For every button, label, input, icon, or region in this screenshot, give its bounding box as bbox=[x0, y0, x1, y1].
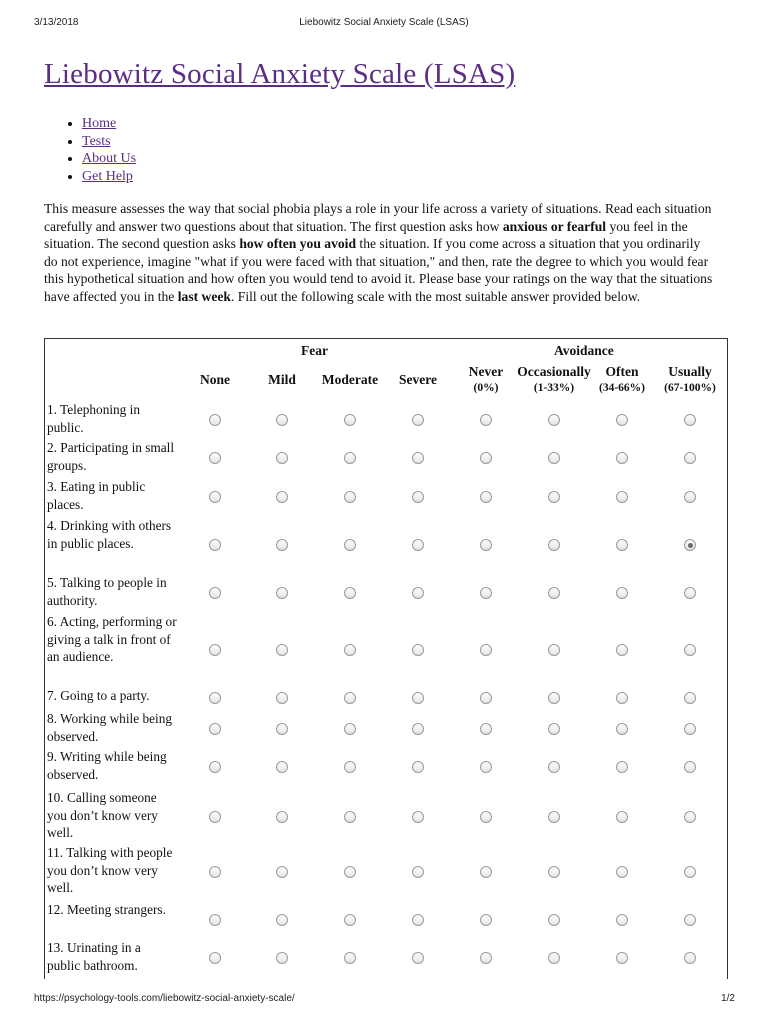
radio-item-6-usually[interactable] bbox=[684, 644, 696, 656]
radio-item-8-occasionally[interactable] bbox=[548, 723, 560, 735]
radio-item-11-none[interactable] bbox=[209, 866, 221, 878]
radio-item-10-none[interactable] bbox=[209, 811, 221, 823]
radio-item-7-none[interactable] bbox=[209, 692, 221, 704]
print-date: 3/13/2018 bbox=[34, 17, 79, 28]
avoidance-group-label: Avoidance bbox=[554, 343, 614, 358]
radio-item-5-none[interactable] bbox=[209, 587, 221, 599]
situation-label-5: 5. Talking to people in authority. bbox=[47, 575, 167, 608]
radio-item-1-mild[interactable] bbox=[276, 414, 288, 426]
radio-item-7-never[interactable] bbox=[480, 692, 492, 704]
lsas-table bbox=[44, 338, 728, 979]
radio-item-4-severe[interactable] bbox=[412, 539, 424, 551]
radio-item-4-mild[interactable] bbox=[276, 539, 288, 551]
radio-item-8-mild[interactable] bbox=[276, 723, 288, 735]
intro-text-1: This measure assesses the way that social phobia plays a role in your life across a variety of situations. Read each situation carefully and answer two questions about that situation. The first question asks how bbox=[44, 201, 712, 234]
column-header-label: Usually bbox=[668, 364, 712, 379]
radio-item-12-occasionally[interactable] bbox=[548, 914, 560, 926]
situation-label-10: 10. Calling someone you don’t know very well. bbox=[47, 790, 158, 840]
radio-item-11-severe[interactable] bbox=[412, 866, 424, 878]
radio-item-5-never[interactable] bbox=[480, 587, 492, 599]
radio-item-9-moderate[interactable] bbox=[344, 761, 356, 773]
radio-item-10-usually[interactable] bbox=[684, 811, 696, 823]
nav-link-get-help[interactable]: Get Help bbox=[82, 168, 133, 184]
radio-item-5-mild[interactable] bbox=[276, 587, 288, 599]
radio-item-11-mild[interactable] bbox=[276, 866, 288, 878]
situation-label-2: 2. Participating in small groups. bbox=[47, 440, 175, 473]
radio-item-3-moderate[interactable] bbox=[344, 491, 356, 503]
radio-item-9-mild[interactable] bbox=[276, 761, 288, 773]
intro-paragraph bbox=[44, 200, 714, 306]
radio-item-10-never[interactable] bbox=[480, 811, 492, 823]
radio-item-5-usually[interactable] bbox=[684, 587, 696, 599]
radio-item-12-mild[interactable] bbox=[276, 914, 288, 926]
radio-item-2-none[interactable] bbox=[209, 452, 221, 464]
radio-item-11-usually[interactable] bbox=[684, 866, 696, 878]
print-header bbox=[0, 17, 768, 31]
intro-bold-anxious: anxious or fearful bbox=[502, 218, 607, 234]
radio-item-8-none[interactable] bbox=[209, 723, 221, 735]
radio-item-2-never[interactable] bbox=[480, 452, 492, 464]
radio-item-10-moderate[interactable] bbox=[344, 811, 356, 823]
radio-item-5-moderate[interactable] bbox=[344, 587, 356, 599]
radio-item-7-often[interactable] bbox=[616, 692, 628, 704]
print-doc-title: Liebowitz Social Anxiety Scale (LSAS) bbox=[299, 17, 469, 28]
radio-item-8-moderate[interactable] bbox=[344, 723, 356, 735]
radio-item-9-severe[interactable] bbox=[412, 761, 424, 773]
situation-label-9: 9. Writing while being observed. bbox=[47, 749, 167, 782]
radio-item-2-occasionally[interactable] bbox=[548, 452, 560, 464]
situation-label-7: 7. Going to a party. bbox=[47, 688, 150, 703]
radio-item-13-usually[interactable] bbox=[684, 952, 696, 964]
radio-item-4-moderate[interactable] bbox=[344, 539, 356, 551]
radio-item-6-moderate[interactable] bbox=[344, 644, 356, 656]
intro-text-2: you feel in the situation. The second question asks bbox=[44, 218, 688, 252]
radio-item-9-often[interactable] bbox=[616, 761, 628, 773]
radio-item-9-occasionally[interactable] bbox=[548, 761, 560, 773]
radio-item-12-often[interactable] bbox=[616, 914, 628, 926]
radio-item-6-severe[interactable] bbox=[412, 644, 424, 656]
radio-item-5-occasionally[interactable] bbox=[548, 587, 560, 599]
column-header-range: (1-33%) bbox=[533, 382, 575, 394]
situation-label-1: 1. Telephoning in public. bbox=[47, 402, 140, 435]
radio-item-9-never[interactable] bbox=[480, 761, 492, 773]
radio-item-3-none[interactable] bbox=[209, 491, 221, 503]
radio-item-1-severe[interactable] bbox=[412, 414, 424, 426]
radio-item-8-usually[interactable] bbox=[684, 723, 696, 735]
radio-item-13-none[interactable] bbox=[209, 952, 221, 964]
radio-item-10-severe[interactable] bbox=[412, 811, 424, 823]
radio-item-6-none[interactable] bbox=[209, 644, 221, 656]
column-header-label: Severe bbox=[399, 372, 437, 387]
radio-item-8-never[interactable] bbox=[480, 723, 492, 735]
radio-item-1-never[interactable] bbox=[480, 414, 492, 426]
radio-item-7-usually[interactable] bbox=[684, 692, 696, 704]
radio-item-6-never[interactable] bbox=[480, 644, 492, 656]
radio-item-13-severe[interactable] bbox=[412, 952, 424, 964]
column-header-range: (34-66%) bbox=[599, 382, 645, 394]
situation-label-4: 4. Drinking with others in public places. bbox=[47, 518, 172, 551]
radio-item-7-occasionally[interactable] bbox=[548, 692, 560, 704]
radio-item-13-moderate[interactable] bbox=[344, 952, 356, 964]
print-url: https://psychology-tools.com/liebowitz-social-anxiety-scale/ bbox=[34, 993, 295, 1004]
page-title[interactable]: Liebowitz Social Anxiety Scale (LSAS) bbox=[44, 58, 516, 90]
radio-item-12-never[interactable] bbox=[480, 914, 492, 926]
radio-item-11-occasionally[interactable] bbox=[548, 866, 560, 878]
radio-item-12-none[interactable] bbox=[209, 914, 221, 926]
radio-item-10-mild[interactable] bbox=[276, 811, 288, 823]
radio-item-12-usually[interactable] bbox=[684, 914, 696, 926]
radio-item-11-moderate[interactable] bbox=[344, 866, 356, 878]
situation-label-11: 11. Talking with people you don’t know very well. bbox=[47, 845, 173, 895]
radio-item-5-severe[interactable] bbox=[412, 587, 424, 599]
radio-item-3-severe[interactable] bbox=[412, 491, 424, 503]
nav-link-about-us[interactable]: About Us bbox=[82, 151, 137, 166]
situation-label-6: 6. Acting, performing or giving a talk in front of an audience. bbox=[47, 614, 177, 664]
column-header-label: Moderate bbox=[321, 372, 379, 387]
radio-item-4-never[interactable] bbox=[480, 539, 492, 551]
radio-item-2-moderate[interactable] bbox=[344, 452, 356, 464]
print-page-number: 1/2 bbox=[721, 993, 735, 1004]
nav-item-tests bbox=[82, 133, 136, 151]
radio-item-4-none[interactable] bbox=[209, 539, 221, 551]
column-header-label: Occasionally bbox=[517, 364, 591, 379]
radio-item-2-mild[interactable] bbox=[276, 452, 288, 464]
radio-item-6-often[interactable] bbox=[616, 644, 628, 656]
radio-item-2-severe[interactable] bbox=[412, 452, 424, 464]
radio-item-1-none[interactable] bbox=[209, 414, 221, 426]
column-header-range: (67-100%) bbox=[664, 382, 716, 394]
intro-bold-avoid: how often you avoid bbox=[239, 236, 357, 252]
intro-bold-last-week: last week bbox=[177, 288, 231, 304]
nav-item-about-us bbox=[82, 150, 136, 168]
radio-item-7-severe[interactable] bbox=[412, 692, 424, 704]
intro-text-3: the situation. If you come across a situation that you ordinarily do not experience, imagine "what if you were faced with that situation," and then, rate the degree to which you would fear this hypothetical situation and how often you would tend to avoid it. Please base your ratings on the way that the situations have affected you in the bbox=[44, 236, 713, 304]
situation-label-13: 13. Urinating in a public bathroom. bbox=[47, 940, 141, 973]
radio-item-9-usually[interactable] bbox=[684, 761, 696, 773]
intro-text-4: . Fill out the following scale with the most suitable answer provided below. bbox=[230, 288, 641, 304]
nav-item-home bbox=[82, 115, 136, 133]
nav-item-get-help bbox=[82, 168, 136, 186]
radio-item-2-often[interactable] bbox=[616, 452, 628, 464]
radio-item-3-mild[interactable] bbox=[276, 491, 288, 503]
radio-item-6-mild[interactable] bbox=[276, 644, 288, 656]
radio-item-3-occasionally[interactable] bbox=[548, 491, 560, 503]
radio-item-6-occasionally[interactable] bbox=[548, 644, 560, 656]
situation-label-12: 12. Meeting strangers. bbox=[47, 902, 166, 917]
radio-item-4-often[interactable] bbox=[616, 539, 628, 551]
column-header-range: (0%) bbox=[473, 382, 499, 394]
radio-item-13-mild[interactable] bbox=[276, 952, 288, 964]
radio-item-12-severe[interactable] bbox=[412, 914, 424, 926]
radio-item-1-usually[interactable] bbox=[684, 414, 696, 426]
radio-item-3-never[interactable] bbox=[480, 491, 492, 503]
radio-item-9-none[interactable] bbox=[209, 761, 221, 773]
radio-item-13-often[interactable] bbox=[616, 952, 628, 964]
radio-item-1-occasionally[interactable] bbox=[548, 414, 560, 426]
radio-item-7-moderate[interactable] bbox=[344, 692, 356, 704]
radio-item-1-often[interactable] bbox=[616, 414, 628, 426]
radio-item-4-usually[interactable] bbox=[684, 539, 696, 551]
radio-item-13-never[interactable] bbox=[480, 952, 492, 964]
fear-group-label: Fear bbox=[301, 343, 328, 358]
column-header-label: Never bbox=[468, 364, 504, 379]
radio-item-8-severe[interactable] bbox=[412, 723, 424, 735]
radio-item-1-moderate[interactable] bbox=[344, 414, 356, 426]
radio-item-4-occasionally[interactable] bbox=[548, 539, 560, 551]
radio-item-11-often[interactable] bbox=[616, 866, 628, 878]
radio-item-13-occasionally[interactable] bbox=[548, 952, 560, 964]
column-header-label: None bbox=[200, 372, 230, 387]
nav-link-tests[interactable]: Tests bbox=[82, 133, 111, 149]
radio-item-8-often[interactable] bbox=[616, 723, 628, 735]
radio-item-10-occasionally[interactable] bbox=[548, 811, 560, 823]
radio-item-2-usually[interactable] bbox=[684, 452, 696, 464]
radio-item-10-often[interactable] bbox=[616, 811, 628, 823]
column-header-label: Often bbox=[605, 364, 639, 379]
nav-list bbox=[44, 115, 136, 185]
column-header-label: Mild bbox=[268, 372, 296, 387]
radio-item-3-often[interactable] bbox=[616, 491, 628, 503]
radio-item-11-never[interactable] bbox=[480, 866, 492, 878]
radio-item-12-moderate[interactable] bbox=[344, 914, 356, 926]
radio-item-3-usually[interactable] bbox=[684, 491, 696, 503]
radio-item-7-mild[interactable] bbox=[276, 692, 288, 704]
radio-item-5-often[interactable] bbox=[616, 587, 628, 599]
column-header-usually bbox=[650, 364, 730, 394]
nav-link-home[interactable]: Home bbox=[82, 116, 117, 131]
print-footer bbox=[0, 993, 768, 1007]
situation-label-8: 8. Working while being observed. bbox=[47, 711, 172, 744]
situation-label-3: 3. Eating in public places. bbox=[47, 479, 146, 512]
